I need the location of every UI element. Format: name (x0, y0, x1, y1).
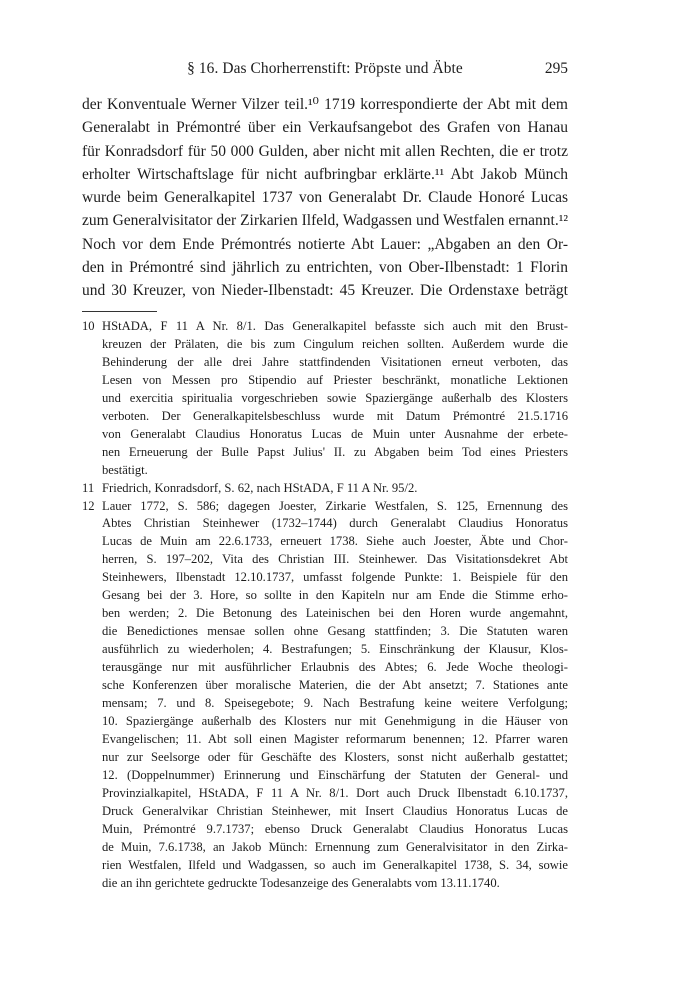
footnote-10 (82, 318, 568, 480)
footnote-number: 11 (82, 480, 95, 495)
text-line: für Konradsdorf für 50 000 Gulden, aber nicht mit allen Rechten, die er trotz (82, 142, 568, 160)
footnote-line: die Benedictiones mensae sollen ohne Gesang stattfinden; 3. Die Statuten waren (102, 624, 568, 639)
text-line: zum Generalvisitator der Zirkarien Ilfeld, Wadgassen und Westfalen ernannt.¹² (82, 212, 568, 230)
footnote-line: Provinzialkapitel, HStADA, F 11 A Nr. 8/1. Dort auch Druck Ilbenstadt 6.10.1737, (102, 785, 568, 800)
footnote-line: terausgänge nur mit ausführlicher Erlaubnis des Abtes; 6. Jede Woche theologi- (102, 660, 568, 675)
text-line: der Konventuale Werner Vilzer teil.¹⁰ 1719 korrespondierte der Abt mit dem (82, 96, 568, 113)
footnote-line: Druck Generalvikar Christian Steinhewer, mit Insert Claudius Honoratus Lucas de (102, 803, 568, 818)
footnote-line: kreuzen der Prälaten, die bis zum Cingulum reichen sollten. Außerdem wurde die (102, 336, 568, 351)
text-line: Generalabt in Prémontré über ein Verkaufsangebot des Grafen von Hanau (82, 119, 568, 137)
footnote-line: mensam; 7. und 8. Speisegebote; 9. Nach Bestrafung keine weitere Verfolgung; (102, 696, 568, 711)
footnote-line: Muin, Prémontré 9.7.1737; ebenso Druck Generalabt Claudius Honoratus Lucas (102, 821, 568, 836)
footnote-11 (82, 480, 568, 498)
footnote-line: 12. (Doppelnummer) Erinnerung und Einschärfung der Statuten der General- und (102, 767, 568, 782)
footnote-line: HStADA, F 11 A Nr. 8/1. Das Generalkapitel befasste sich auch mit den Brust- (102, 319, 568, 333)
page-header (82, 60, 568, 82)
footnote-line: Evangelischen; 11. Abt soll einen Magister reformarum benennen; 12. Pfarrer waren (102, 731, 568, 746)
footnote-line: Lesen von Messen pro Stipendio auf Priester beschränkt, monatliche Lektionen (102, 372, 568, 387)
footnote-line: Gesang bei der 3. Hore, so sollte in den Kapiteln nur am Ende die Stimme erho- (102, 588, 568, 603)
footnotes (82, 318, 568, 893)
footnote-line: Behinderung der alle drei Jahre stattfindenden Visitationen erneut verboten, das (102, 354, 568, 369)
main-text (82, 93, 568, 303)
footnote-line: de Muin, 7.6.1738, an Jakob Münch: Ernennung zum Generalvisitator in den Zirka- (102, 839, 568, 854)
footnote-line: sche Konferenzen über moralische Materien, die der Abt ansetzt; 7. Stationes ante (102, 678, 568, 693)
footnote-line: Lucas de Muin am 22.6.1733, erneuert 1738. Siehe auch Joester, Äbte und Chor- (102, 534, 568, 549)
footnote-line: 10. Spaziergänge außerhalb des Klosters nur mit Genehmigung in die Häuser von (102, 713, 568, 728)
text-line: erholter Wirtschaftslage für nicht aufbringbar erklärte.¹¹ Abt Jakob Münch (82, 165, 568, 183)
footnote-line: Steinhewers, Ilbenstadt 12.10.1737, umfasst folgende Punkte: 1. Beispiele für den (102, 570, 568, 585)
text-line: Noch vor dem Ende Prémontrés notierte Abt Lauer: „Abgaben an den Or- (82, 235, 568, 253)
footnote-line: bestätigt. (102, 462, 148, 477)
page-number: 295 (544, 60, 568, 77)
footnote-line: Lauer 1772, S. 586; dagegen Joester, Zirkarie Westfalen, S. 125, Ernennung des (102, 498, 568, 513)
footnote-line: nur zur Seelsorge oder für Geschäfte des Klosters, sonst nicht außerhalb gestattet; (102, 749, 568, 764)
footnote-line: und exercitia spiritualia vorgeschrieben sowie Spaziergänge außerhalb des Klosters (102, 390, 568, 405)
text-line: wurde beim Generalkapitel 1737 von Generalabt Dr. Claude Honoré Lucas (82, 189, 568, 207)
text-line: und 30 Kreuzer, von Nieder-Ilbenstadt: 45 Kreuzer. Die Ordenstaxe beträgt (82, 282, 568, 300)
running-head: § 16. Das Chorherrenstift: Pröpste und Äbte (187, 60, 463, 77)
footnote-line: Friedrich, Konradsdorf, S. 62, nach HStADA, F 11 A Nr. 95/2. (102, 480, 418, 495)
footnote-line: herren, S. 197–202, Vita des Christian III. Steinhewer. Das Visitationsdekret Abt (102, 552, 568, 567)
footnote-12 (82, 498, 568, 893)
footnote-line: rien Westfalen, Ilfeld und Wadgassen, so auch im Generalkapitel 1738, S. 34, sowie (102, 857, 568, 872)
footnote-line: verboten. Der Generalkapitelsbeschluss wurde mit Datum Prémontré 21.5.1716 (102, 408, 568, 423)
footnote-number: 10 (82, 319, 95, 333)
footnote-line: ben werden; 2. Die Betonung des Lateinischen bei den Horen wurde angemahnt, (102, 606, 568, 621)
text-line: den in Prémontré sind jährlich zu entrichten, von Ober-Ilbenstadt: 1 Florin (82, 259, 568, 277)
footnote-number: 12 (82, 498, 95, 513)
footnote-divider (82, 311, 157, 312)
footnote-line: von Generalabt Claudius Honoratus Lucas de Muin unter Ausnahme der erbete- (102, 426, 568, 441)
footnote-line: ausführlich zu wiederholen; 4. Bestrafungen; 5. Einschränkung der Klausur, Klos- (102, 642, 568, 657)
footnote-line: nen Erneuerung der Bulle Papst Julius' II. zu Abgaben beim Tod eines Priesters (102, 444, 568, 459)
footnote-line: Abtes Christian Steinhewer (1732–1744) durch Generalabt Claudius Honoratus (102, 516, 568, 531)
footnote-line: die an ihn gerichtete gedruckte Todesanzeige des Generalabts vom 13.11.1740. (102, 875, 500, 890)
